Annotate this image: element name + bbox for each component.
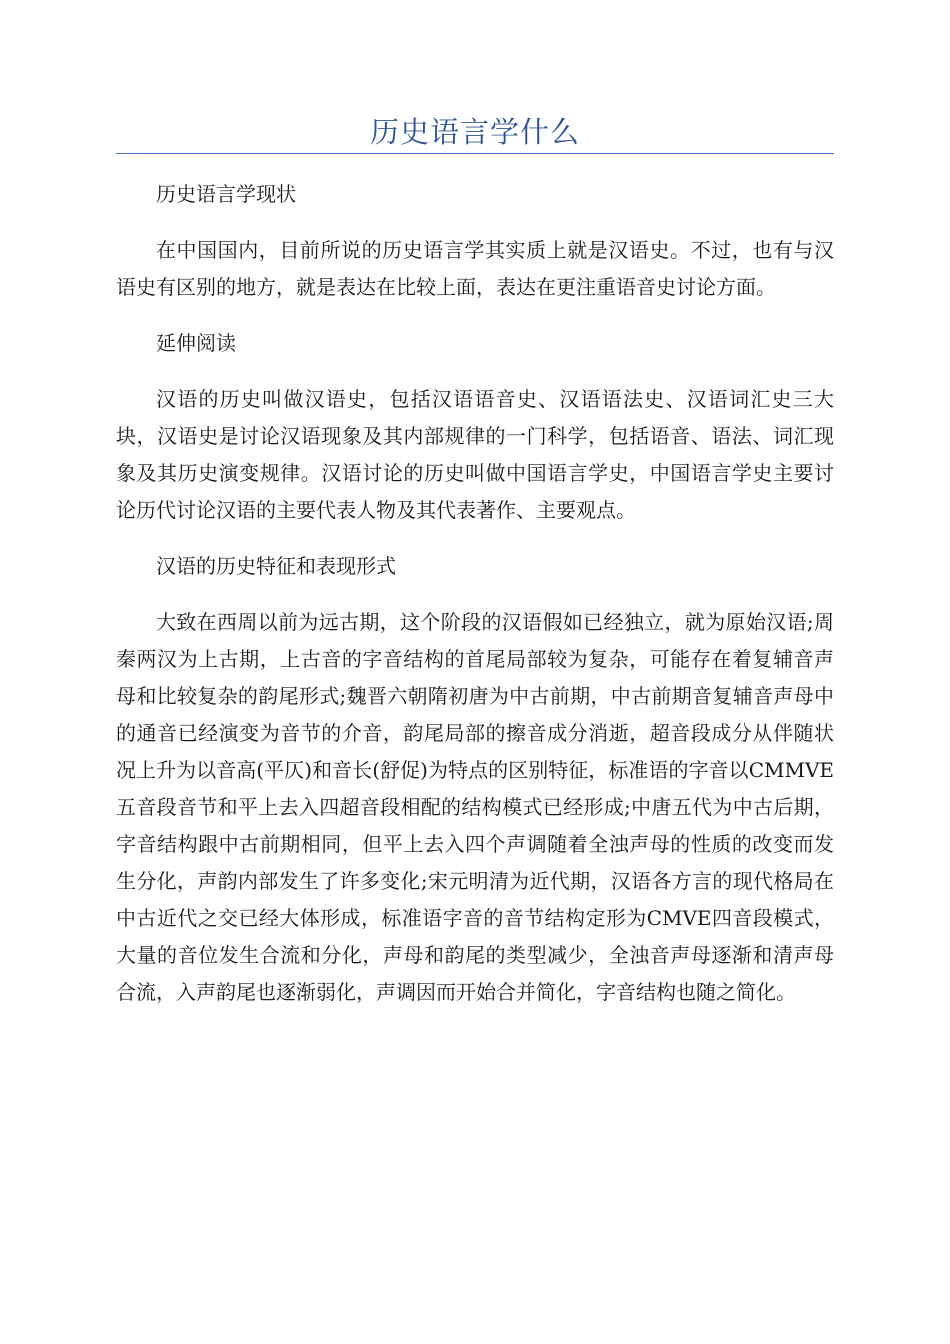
section-heading-status: 历史语言学现状 xyxy=(156,182,296,206)
document-title: 历史语言学什么 xyxy=(369,115,580,149)
paragraph-gap xyxy=(116,585,834,604)
paragraph-gap xyxy=(116,362,834,381)
section-heading-features: 汉语的历史特征和表现形式 xyxy=(156,554,396,578)
paragraph-status: 在中国国内，目前所说的历史语言学其实质上就是汉语史。不过，也有与汉语史有区别的地方，就是表达在比较上面，表达在更注重语音史讨论方面。 xyxy=(116,238,834,299)
section-heading-extended-reading: 延伸阅读 xyxy=(156,331,236,355)
paragraph-features: 大致在西周以前为远古期，这个阶段的汉语假如已经独立，就为原始汉语;周秦两汉为上古期，上古音的字音结构的首尾局部较为复杂，可能存在着复辅音声母和比较复杂的韵尾形式;魏晋六朝隋初唐为中古前期，中古前期音复辅音声母中的通音已经演变为音节的介音，韵尾局部的擦音成分消逝，超音段成分从伴随状况上升为以音高(平仄)和音长(舒促)为特点的区别特征，标准语的字音以CMMVE五音段音节和平上去入四超音段相配的结构模式已经形成;中唐五代为中古后期，字音结构跟中古前期相同，但平上去入四个声调随着全浊声母的性质的改变而发生分化，声韵内部发生了许多变化;宋元明清为近代期，汉语各方言的现代格局在中古近代之交已经大体形成，标准语字音的音节结构定形为CMVE四音段模式，大量的音位发生合流和分化，声母和韵尾的类型减少，全浊音声母逐渐和清声母合流，入声韵尾也逐渐弱化，声调因而开始合并简化，字音结构也随之简化。 xyxy=(116,610,834,1004)
document-body xyxy=(116,176,834,1011)
paragraph-gap xyxy=(116,306,834,325)
paragraph-extended-reading: 汉语的历史叫做汉语史，包括汉语语音史、汉语语法史、汉语词汇史三大块，汉语史是讨论汉语现象及其内部规律的一门科学，包括语音、语法、词汇现象及其历史演变规律。汉语讨论的历史叫做中国语言学史，中国语言学史主要讨论历代讨论汉语的主要代表人物及其代表著作、主要观点。 xyxy=(116,387,834,522)
paragraph-gap xyxy=(116,213,834,232)
title-underline xyxy=(116,153,834,154)
paragraph-gap xyxy=(116,529,834,548)
